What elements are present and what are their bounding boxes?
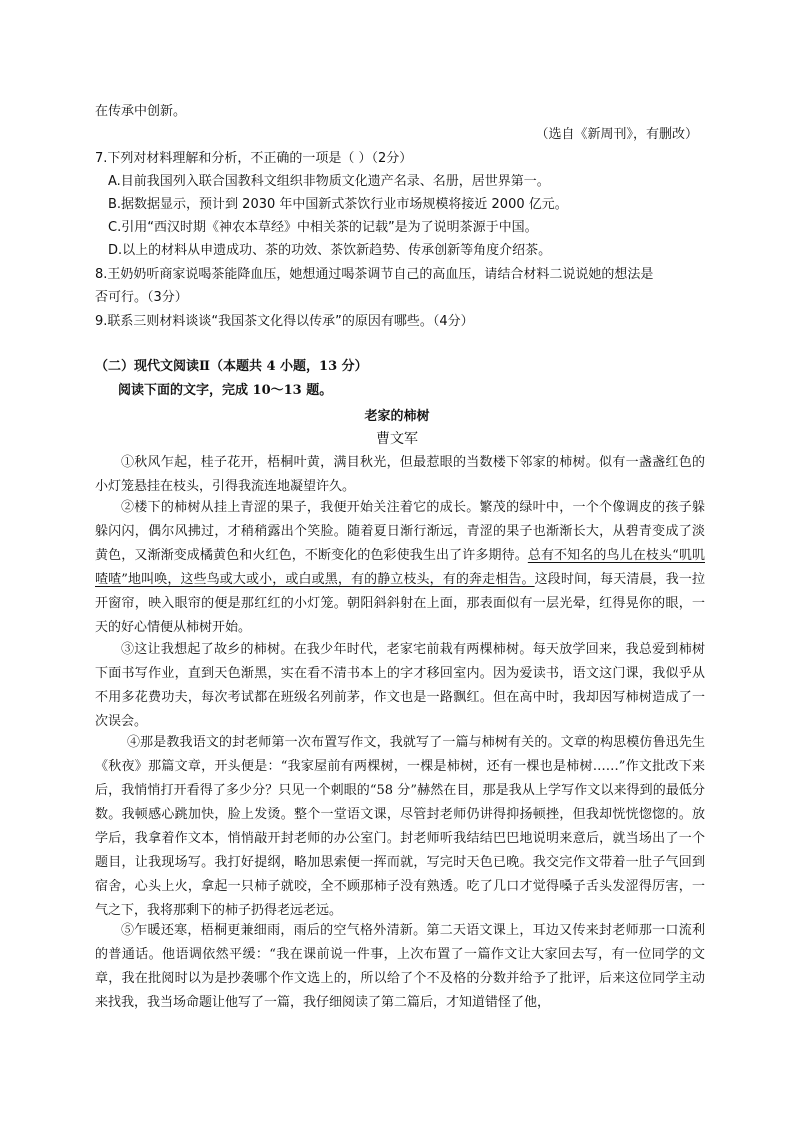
option-a: A.目前我国列入联合国教科文组织非物质文化遗产名录、名册，居世界第一。	[108, 174, 550, 189]
reading-instruction: 阅读下面的文字，完成 10～13 题。	[118, 383, 333, 398]
text-line: 在传承中创新。	[95, 104, 187, 119]
article-author: 曹文军	[376, 431, 418, 447]
question-9: 9.联系三则材料谈谈“我国茶文化得以传承”的原因有哪些。（4分）	[95, 314, 474, 329]
question-7: 7.下列对材料理解和分析，不正确的一项是（ ）（2分）	[95, 151, 413, 166]
section-heading: （二）现代文阅读Ⅱ（本题共 4 小题，13 分）	[95, 359, 368, 374]
underlined-sentence: 总有不知名的鸟儿在枝头“叽叽喳喳”地叫唤，这些鸟或大或小，或白或黑，有的静立枝头，有的奔走相告。	[95, 548, 705, 587]
option-d: D.以上的材料从申遗成功、茶的功效、茶饮新趋势、传承创新等角度介绍茶。	[108, 243, 552, 258]
paragraph-1: ①秋风乍起，桂子花开，梧桐叶黄，满目秋光，但最惹眼的当数楼下邻家的柿树。似有一盏盏红色的小灯笼悬挂在枝头，引得我流连地凝望许久。	[95, 455, 705, 494]
paragraph-3: ③这让我想起了故乡的柿树。在我少年时代，老家宅前栽有两棵柿树。每天放学回来，我总爱到柿树下面书写作业，直到天色渐黑，实在看不清书本上的字才移回室内。因为爱读书，语文这门课，我似乎从不用多花费功夫，每次考试都在班级名列前茅，作文也是一路飘红。但在高中时，我却因写柿树造成了一次误会。	[95, 642, 705, 729]
paragraph-4: ④那是教我语文的封老师第一次布置写作文，我就写了一篇与柿树有关的。文章的构思模仿鲁迅先生《秋夜》那篇文章，开头便是：“我家屋前有两棵树，一棵是柿树，还有一棵也是柿树……”作文批改下来后，我悄悄打开看得了多少分？只见一个刺眼的“58 分”赫然在目，那是我从上学写作文以来得到的最低分数。我顿感心跳加快，脸上发烫。整个一堂语文课，尽管封老师仍讲得抑扬顿挫，但我却恍恍惚惚的。放学后，我拿着作文本，悄悄敲开封老师的办公室门。封老师听我结结巴巴地说明来意后，就当场出了一个题目，让我现场写。我打好提纲，略加思索便一挥而就，写完时天色已晚。我交完作文带着一肚子气回到宿舍，心头上火，拿起一只柿子就咬，全不顾那柿子没有熟透。吃了几口才觉得嗓子舌头发涩得厉害，一气之下，我将那剩下的柿子扔得老远老远。	[95, 735, 705, 918]
paragraph-2-text-end: 这段时间，每天清晨，我一拉开窗帘，映入眼帘的便是那红红的小灯笼。朝阳斜斜射在上面，那表面似有一层光晕，红得晃你的眼，一天的好心情便从柿树开始。	[95, 572, 705, 635]
option-c: C.引用“西汉时期《神农本草经》中相关茶的记载”是为了说明茶源于中国。	[108, 220, 538, 235]
paragraph-2	[95, 496, 705, 640]
paragraph-5: ⑤乍暖还寒，梧桐更兼细雨，雨后的空气格外清新。第二天语文课上，耳边又传来封老师那一口流利的普通话。他语调依然平缓：“我在课前说一件事，上次布置了一篇作文让大家回去写，有一位同学的文章，我在批阅时以为是抄袭哪个作文选上的，所以给了个不及格的分数并给予了批评，后来这位同学主动来找我，我当场命题让他写了一篇，我仔细阅读了第二篇后，才知道错怪了他，	[95, 923, 705, 1010]
question-8-cont: 否可行。（3分）	[95, 290, 188, 305]
paragraph-2-text: ②楼下的柿树从挂上青涩的果子，我便开始关注着它的成长。繁茂的绿叶中，一个个像调皮的孩子躲躲闪闪，偶尔风拂过，才稍稍露出个笑脸。随着夏日渐行渐远，青涩的果子也渐渐长大，从碧青变成了淡黄色，又渐渐变成橘黄色和火红色，不断变化的色彩使我生出了许多期待。	[95, 500, 705, 563]
option-b: B.据数据显示，预计到 2030 年中国新式茶饮行业市场规模将接近 2000 亿元。	[108, 197, 568, 212]
article-title: 老家的柿树	[364, 409, 430, 424]
question-8: 8.王奶奶听商家说喝茶能降血压，她想通过喝茶调节自己的高血压，请结合材料二说说她的想法是	[95, 267, 654, 282]
source-note: （选自《新周刊》，有删改）	[535, 127, 698, 142]
